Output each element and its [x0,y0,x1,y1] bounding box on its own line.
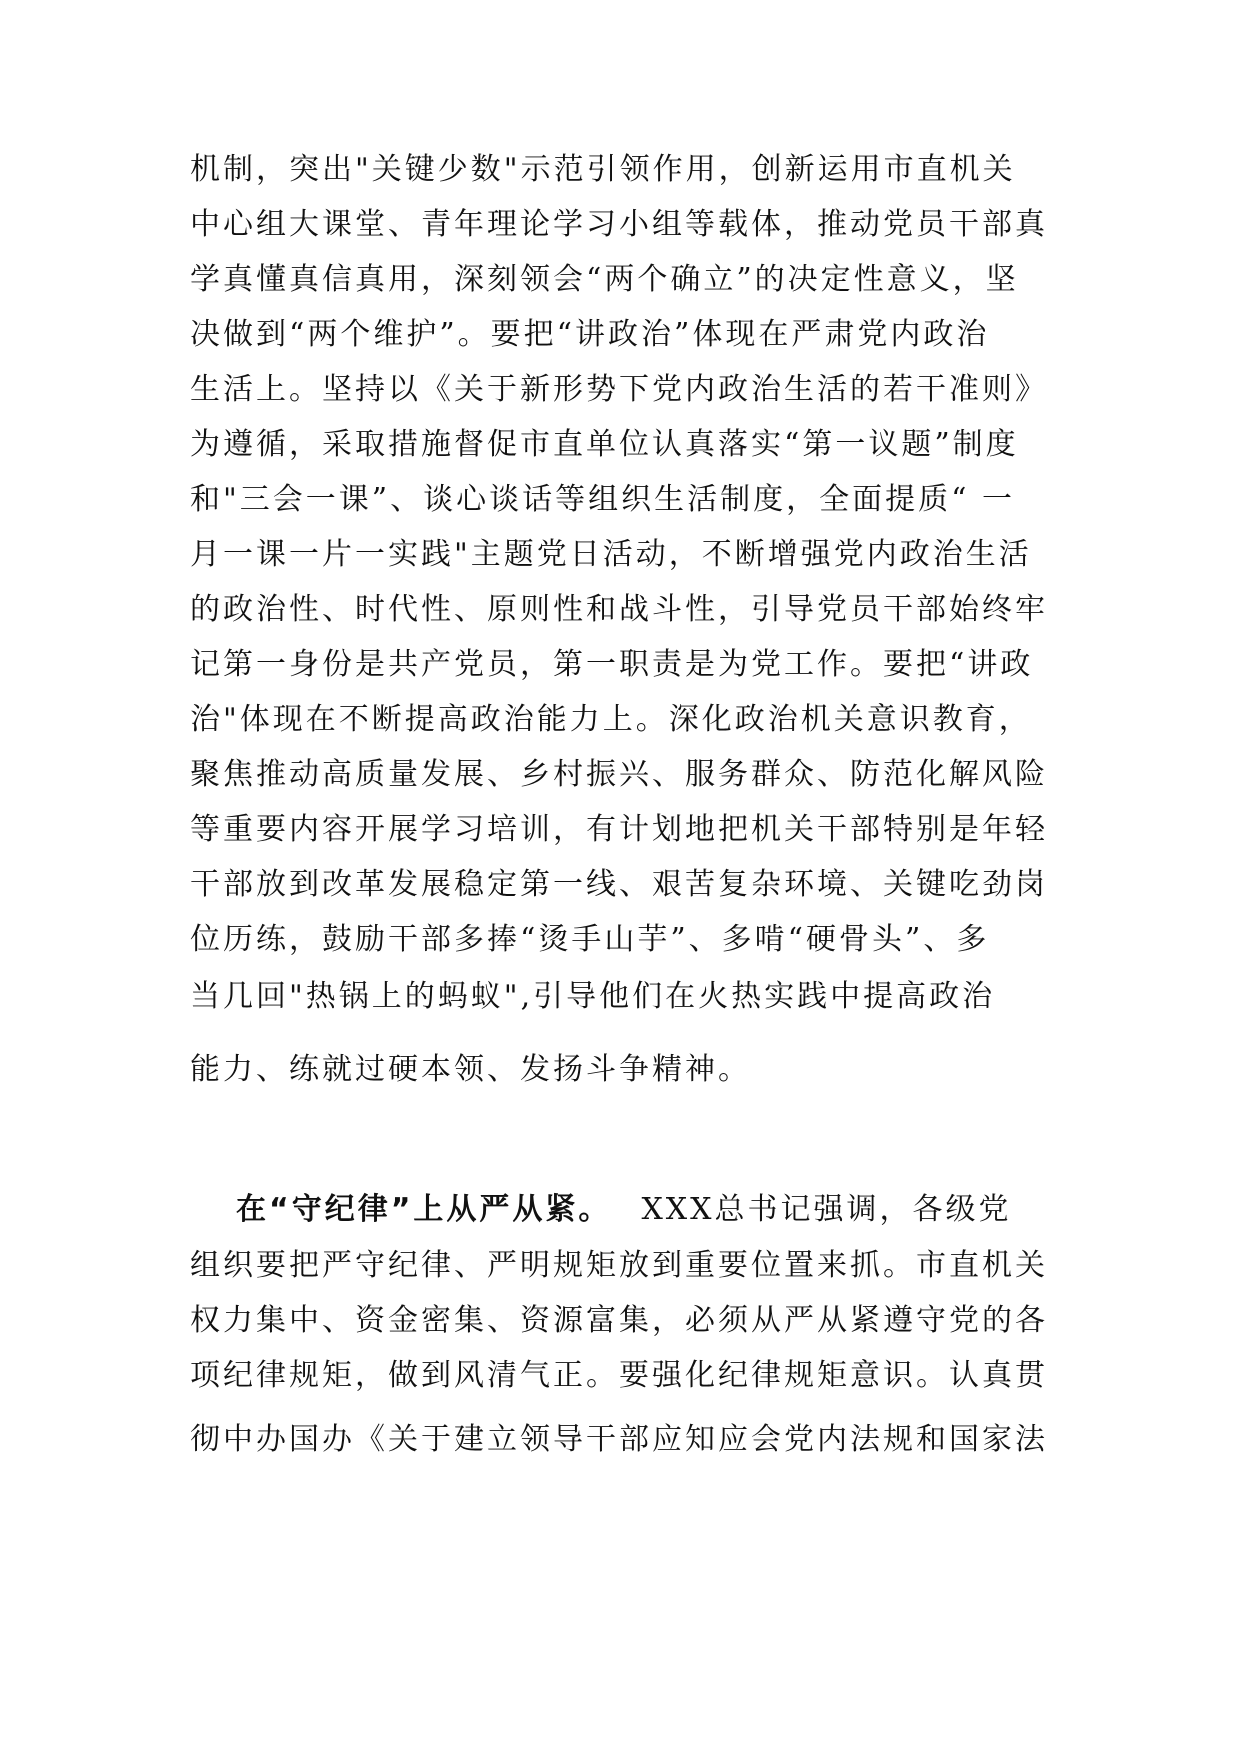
paragraph-line: 的政治性、时代性、原则性和战斗性，引导党员干部始终牢 [190,592,1048,627]
paragraph-first-line [236,1190,1060,1230]
paragraph-line: 权力集中、资金密集、资源富集，必须从严从紧遵守党的各 [190,1303,1048,1338]
paragraph-line: 生活上。坚持以《关于新形势下党内政治生活的若干准则》 [190,372,1048,407]
paragraph-line: 决做到“两个维护”。要把“讲政治”体现在严肃党内政治 [190,317,990,352]
paragraph-line: 治"体现在不断提高政治能力上。深化政治机关意识教育， [190,702,1032,737]
paragraph-line: 当几回"热锅上的蚂蚁",引导他们在火热实践中提高政治 [190,979,996,1014]
paragraph-line: 中心组大课堂、青年理论学习小组等载体，推动党员干部真 [190,207,1048,242]
paragraph-line: 项纪律规矩，做到风清气正。要强化纪律规矩意识。认真贯 [190,1358,1048,1393]
paragraph-line: 记第一身份是共产党员，第一职责是为党工作。要把“讲政 [190,647,1034,682]
paragraph-line: 月一课一片一实践"主题党日活动，不断增强党内政治生活 [190,537,1032,572]
paragraph-line: 位历练，鼓励干部多捧“烫手山芋”、多啃“硬骨头”、多 [190,922,990,957]
paragraph-line: 彻中办国办《关于建立领导干部应知应会党内法规和国家法 [190,1422,1048,1457]
section-heading: 在“守纪律”上从严从紧。 [236,1192,612,1227]
paragraph-line: 等重要内容开展学习培训，有计划地把机关干部特别是年轻 [190,812,1048,847]
paragraph-line: 组织要把严守纪律、严明规矩放到重要位置来抓。市直机关 [190,1248,1048,1283]
paragraph-text: XXX总书记强调，各级党 [641,1192,1012,1227]
paragraph-line: 聚焦推动高质量发展、乡村振兴、服务群众、防范化解风险 [190,757,1048,792]
paragraph-line: 干部放到改革发展稳定第一线、艰苦复杂环境、关键吃劲岗 [190,867,1048,902]
paragraph-line: 为遵循，采取措施督促市直单位认真落实“第一议题”制度 [190,427,1019,462]
paragraph-line: 能力、练就过硬本领、发扬斗争精神。 [190,1052,751,1087]
paragraph-line: 学真懂真信真用，深刻领会“两个确立”的决定性意义，坚 [190,262,1019,297]
paragraph-line: 和"三会一课”、谈心谈话等组织生活制度，全面提质“ 一 [190,482,1016,517]
paragraph-line: 机制，突出"关键少数"示范引领作用，创新运用市直机关 [190,152,1016,187]
